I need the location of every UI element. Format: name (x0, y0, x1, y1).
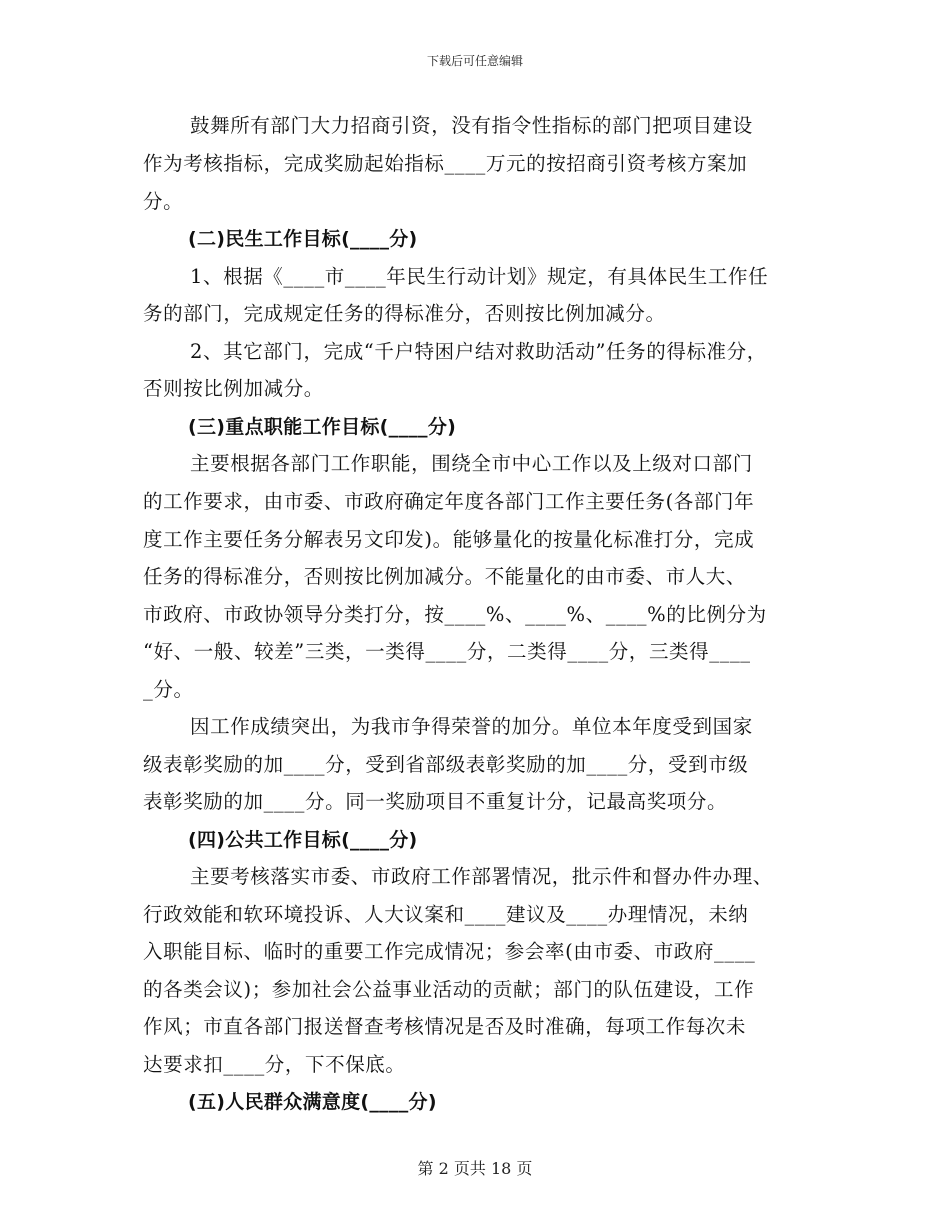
paragraph-line: 分。 (143, 190, 184, 213)
paragraph-line: 作为考核指标，完成奖励起始指标____万元的按招商引资考核方案加 (143, 152, 748, 175)
paragraph-line: 达要求扣____分，下不保底。 (143, 1053, 406, 1076)
paragraph-line: 的各类会议)；参加社会公益事业活动的贡献；部门的队伍建设，工作 (143, 978, 755, 1001)
paragraph-line: _分。 (143, 678, 194, 701)
paragraph-line: 度工作主要任务分解表另文印发)。能够量化的按量化标准打分，完成 (143, 528, 755, 551)
section-heading: (四)公共工作目标(____分) (188, 829, 418, 851)
paragraph-line: 务的部门，完成规定任务的得标准分，否则按比例加减分。 (143, 302, 666, 325)
page-header: 下载后可任意编辑 (426, 54, 523, 68)
paragraph-line: 级表彰奖励的加____分，受到省部级表彰奖励的加____分，受到市级 (143, 753, 749, 776)
paragraph-line: 1、根据《____市____年民生行动计划》规定，有具体民生工作任 (190, 265, 769, 288)
paragraph-line: 的工作要求，由市委、市政府确定年度各部门工作主要任务(各部门年 (143, 490, 755, 513)
paragraph-line: 行政效能和软环境投诉、人大议案和____建议及____办理情况，未纳 (143, 903, 749, 926)
paragraph-line: 2、其它部门，完成“千户特困户结对救助活动”任务的得标准分， (190, 340, 767, 363)
paragraph-line: 表彰奖励的加____分。同一奖励项目不重复计分，记最高奖项分。 (143, 790, 728, 813)
paragraph-line: 入职能目标、临时的重要工作完成情况；参会率(由市委、市政府____ (143, 940, 756, 963)
paragraph-line: 主要根据各部门工作职能，围绕全市中心工作以及上级对口部门 (190, 452, 753, 475)
paragraph-line: 作风；市直各部门报送督查考核情况是否及时准确，每项工作每次未 (143, 1015, 747, 1038)
paragraph-line: 鼓舞所有部门大力招商引资，没有指令性指标的部门把项目建设 (190, 114, 753, 137)
paragraph-line: 因工作成绩突出，为我市争得荣誉的加分。单位本年度受到国家 (190, 715, 753, 738)
section-heading: (三)重点职能工作目标(____分) (188, 416, 457, 438)
page-number: 第 2 页共 18 页 (417, 1159, 533, 1178)
section-heading: (二)民生工作目标(____分) (188, 228, 418, 250)
paragraph-line: 否则按比例加减分。 (143, 377, 324, 400)
paragraph-line: “好、一般、较差”三类，一类得____分，二类得____分，三类得____ (143, 640, 751, 663)
section-heading: (五)人民群众满意度(____分) (188, 1091, 437, 1113)
paragraph-line: 市政府、市政协领导分类打分，按____%、____%、____%的比例分为 (143, 603, 767, 626)
paragraph-line: 任务的得标准分，否则按比例加减分。不能量化的由市委、市人大、 (143, 565, 747, 588)
paragraph-line: 主要考核落实市委、市政府工作部署情况，批示件和督办件办理、 (190, 865, 773, 888)
